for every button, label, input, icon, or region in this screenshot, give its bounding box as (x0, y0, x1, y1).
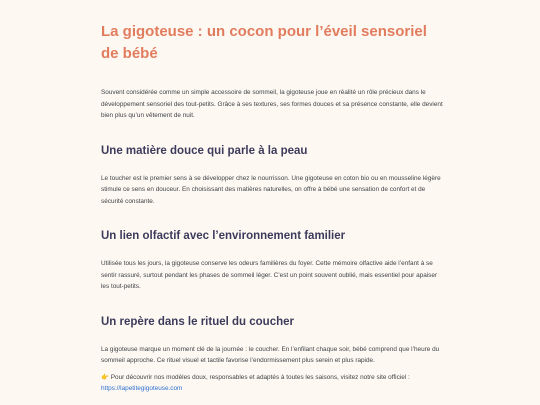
intro-paragraph: Souvent considérée comme un simple accessoire de sommeil, la gigoteuse joue en réalité un rôle précieux dans le développement sensoriel des tout-petits. Grâce à ses textures, ses formes douces et sa présence constante, elle devient bien plus qu’un vêtement de nuit. (101, 89, 443, 119)
section-body-olfactory: Utilisée tous les jours, la gigoteuse conserve les odeurs familières du foyer. Cette mémoire olfactive aide l’enfant à se sentir rassuré, surtout pendant les phases de sommeil léger. C’est un point souvent oublié, mais essentiel pour apaiser les tout-petits. (101, 260, 438, 290)
section-heading-olfactory: Un lien olfactif avec l’environnement familier (101, 230, 346, 242)
pointing-hand-icon: 👉 (101, 373, 109, 381)
cta-text: Pour découvrir nos modèles doux, responsables et adaptés à toutes les saisons, visitez notre site officiel : (110, 373, 410, 381)
section-heading-soft-material: Une matière douce qui parle à la peau (101, 144, 308, 157)
page-title: La gigoteuse : un cocon pour l’éveil sensoriel de bébé (101, 23, 427, 62)
cta-paragraph (101, 372, 446, 395)
section-heading-bedtime-ritual: Un repère dans le rituel du coucher (101, 315, 294, 328)
section-body-bedtime-ritual: La gigoteuse marque un moment clé de la journée : le coucher. En l’enfilant chaque soir, bébé comprend que l’heure du sommeil approche. Ce rituel visuel et tactile favorise l’endormissement plus serein et plus rapide. (101, 345, 440, 364)
website-link[interactable]: https://lapetitegigoteuse.com (101, 385, 183, 392)
section-body-soft-material: Le toucher est le premier sens à se développer chez le nourrisson. Une gigoteuse en coton bio ou en mousseline légère stimule ce sens en douceur. En choisissant des matières naturelles, on offre à bébé une sensation de confort et de sécurité constante. (101, 174, 441, 205)
